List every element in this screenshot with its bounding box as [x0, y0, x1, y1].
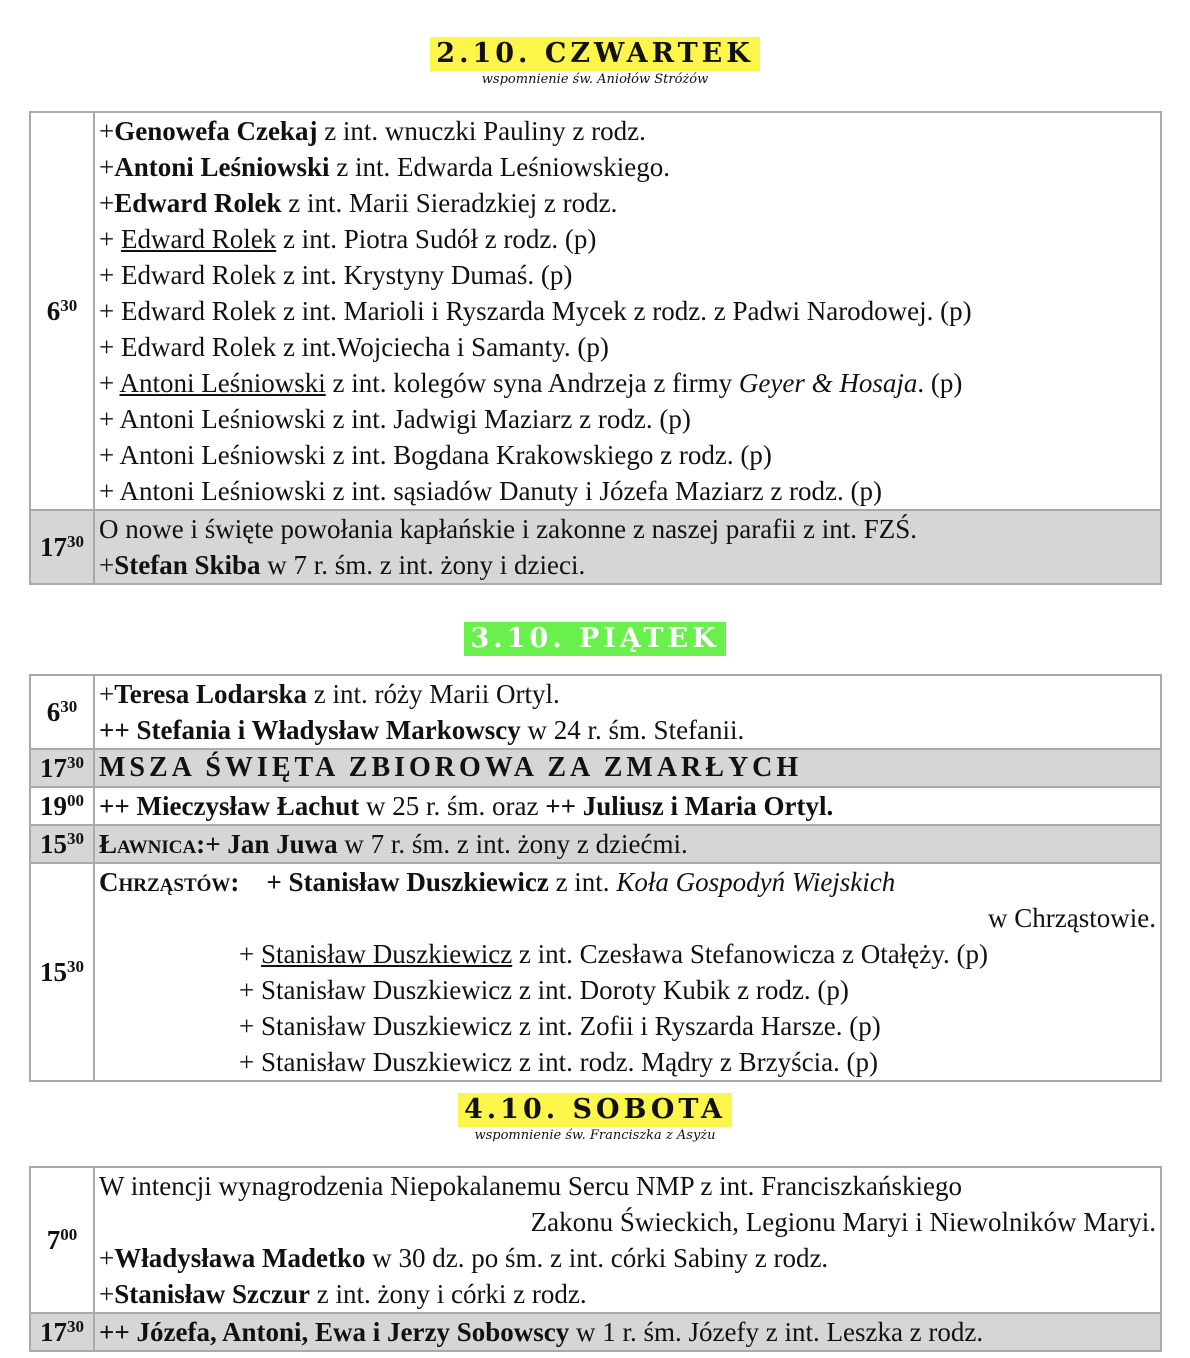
intention-line: O nowe i święte powołania kapłańskie i zakonne z naszej parafii z int. FZŚ.	[99, 514, 918, 544]
intention-line: w Chrząstowie.	[988, 903, 1156, 933]
schedule-table-friday	[29, 674, 1162, 1082]
intention-line: + Edward Rolek z int.Wojciecha i Samanty. (p)	[99, 332, 609, 362]
intention-line: + Edward Rolek z int. Marioli i Ryszarda Mycek z rodz. z Padwi Narodowej. (p)	[99, 296, 972, 326]
mass-intentions	[94, 787, 1161, 825]
intention-line: + Edward Rolek z int. Piotra Sudół z rodz. (p)	[99, 224, 597, 254]
mass-time: $17^{30}$	[30, 749, 94, 787]
mass-intentions	[94, 1313, 1161, 1351]
mass-intentions	[94, 749, 1161, 787]
schedule-table-thursday	[29, 111, 1162, 585]
day-header-friday	[0, 622, 1190, 656]
intention-line: +Władysława Madetko w 30 dz. po śm. z int. córki Sabiny z rodz.	[99, 1243, 829, 1273]
intention-line: Zakonu Świeckich, Legionu Maryi i Niewolników Maryi.	[530, 1207, 1156, 1237]
intention-line: Ławnica:+ Jan Juwa w 7 r. śm. z int. żony z dziećmi.	[99, 829, 688, 859]
mass-row	[30, 1313, 1161, 1351]
intention-line: + Stanisław Duszkiewicz z int. Czesława Stefanowicza z Otałęży. (p)	[239, 939, 988, 969]
intention-line: + Antoni Leśniowski z int. Bogdana Krakowskiego z rodz. (p)	[99, 440, 772, 470]
place-label: Ławnica:	[99, 829, 206, 859]
mass-intentions	[94, 675, 1161, 749]
intention-line: + Stanisław Duszkiewicz z int. Zofii i Ryszarda Harsze. (p)	[239, 1011, 881, 1041]
intention-line: +Teresa Lodarska z int. róży Marii Ortyl.	[99, 679, 560, 709]
mass-time: $7^{00}$	[30, 1167, 94, 1313]
mass-row	[30, 863, 1161, 1081]
mass-time: $17^{30}$	[30, 510, 94, 584]
day-header-thursday	[0, 37, 1190, 88]
intention-line: + Stanisław Duszkiewicz z int. Doroty Kubik z rodz. (p)	[239, 975, 849, 1005]
mass-intentions	[94, 510, 1161, 584]
intention-line: ++ Stefania i Władysław Markowscy w 24 r. śm. Stefanii.	[99, 715, 745, 745]
intention-line: + Antoni Leśniowski z int. Jadwigi Maziarz z rodz. (p)	[99, 404, 691, 434]
mass-intentions	[94, 863, 1161, 1081]
day-title: 2.10. CZWARTEK	[430, 37, 759, 71]
mass-time: $19^{00}$	[30, 787, 94, 825]
mass-time: $15^{30}$	[30, 863, 94, 1081]
mass-row	[30, 825, 1161, 863]
schedule-table-saturday	[29, 1166, 1162, 1352]
intention-line: + Antoni Leśniowski z int. kolegów syna Andrzeja z firmy Geyer & Hosaja. (p)	[99, 368, 963, 398]
intention-line: +Genowefa Czekaj z int. wnuczki Pauliny z rodz.	[99, 116, 646, 146]
mass-time: $6^{30}$	[30, 112, 94, 510]
mass-row	[30, 510, 1161, 584]
mass-time: $6^{30}$	[30, 675, 94, 749]
mass-row	[30, 675, 1161, 749]
mass-time: $17^{30}$	[30, 1313, 94, 1351]
mass-row	[30, 1167, 1161, 1313]
intention-line: ++ Józefa, Antoni, Ewa i Jerzy Sobowscy w 1 r. śm. Józefy z int. Leszka z rodz.	[99, 1317, 984, 1347]
day-subtitle: wspomnienie św. Aniołów Stróżów	[481, 72, 709, 87]
mass-intentions	[94, 112, 1161, 510]
intention-line: Chrząstów: + Stanisław Duszkiewicz z int. Koła Gospodyń Wiejskich	[99, 867, 896, 897]
intention-line: W intencji wynagrodzenia Niepokalanemu Sercu NMP z int. Franciszkańskiego	[99, 1171, 963, 1201]
intention-line: +Edward Rolek z int. Marii Sieradzkiej z rodz.	[99, 188, 618, 218]
intention-line: +Stanisław Szczur z int. żony i córki z rodz.	[99, 1279, 587, 1309]
mass-row	[30, 787, 1161, 825]
intention-line: + Antoni Leśniowski z int. sąsiadów Danuty i Józefa Maziarz z rodz. (p)	[99, 476, 883, 506]
intention-line: + Edward Rolek z int. Krystyny Dumaś. (p)	[99, 260, 573, 290]
collective-mass-title: MSZA ŚWIĘTA ZBIOROWA ZA ZMARŁYCH	[99, 752, 803, 783]
intention-line: + Stanisław Duszkiewicz z int. rodz. Mądry z Brzyścia. (p)	[239, 1047, 879, 1077]
place-label: Chrząstów:	[99, 867, 240, 897]
mass-row	[30, 112, 1161, 510]
intention-line: ++ Mieczysław Łachut w 25 r. śm. oraz ++ Juliusz i Maria Ortyl.	[99, 791, 834, 821]
intention-line: +Antoni Leśniowski z int. Edwarda Leśniowskiego.	[99, 152, 670, 182]
mass-intentions	[94, 1167, 1161, 1313]
mass-intentions	[94, 825, 1161, 863]
day-title: 4.10. SOBOTA	[458, 1093, 732, 1127]
intention-line: +Stefan Skiba w 7 r. śm. z int. żony i dzieci.	[99, 550, 586, 580]
mass-time: $15^{30}$	[30, 825, 94, 863]
day-header-saturday	[0, 1093, 1190, 1144]
mass-row	[30, 749, 1161, 787]
day-title: 3.10. PIĄTEK	[464, 622, 725, 656]
day-subtitle: wspomnienie św. Franciszka z Asyżu	[474, 1128, 716, 1143]
